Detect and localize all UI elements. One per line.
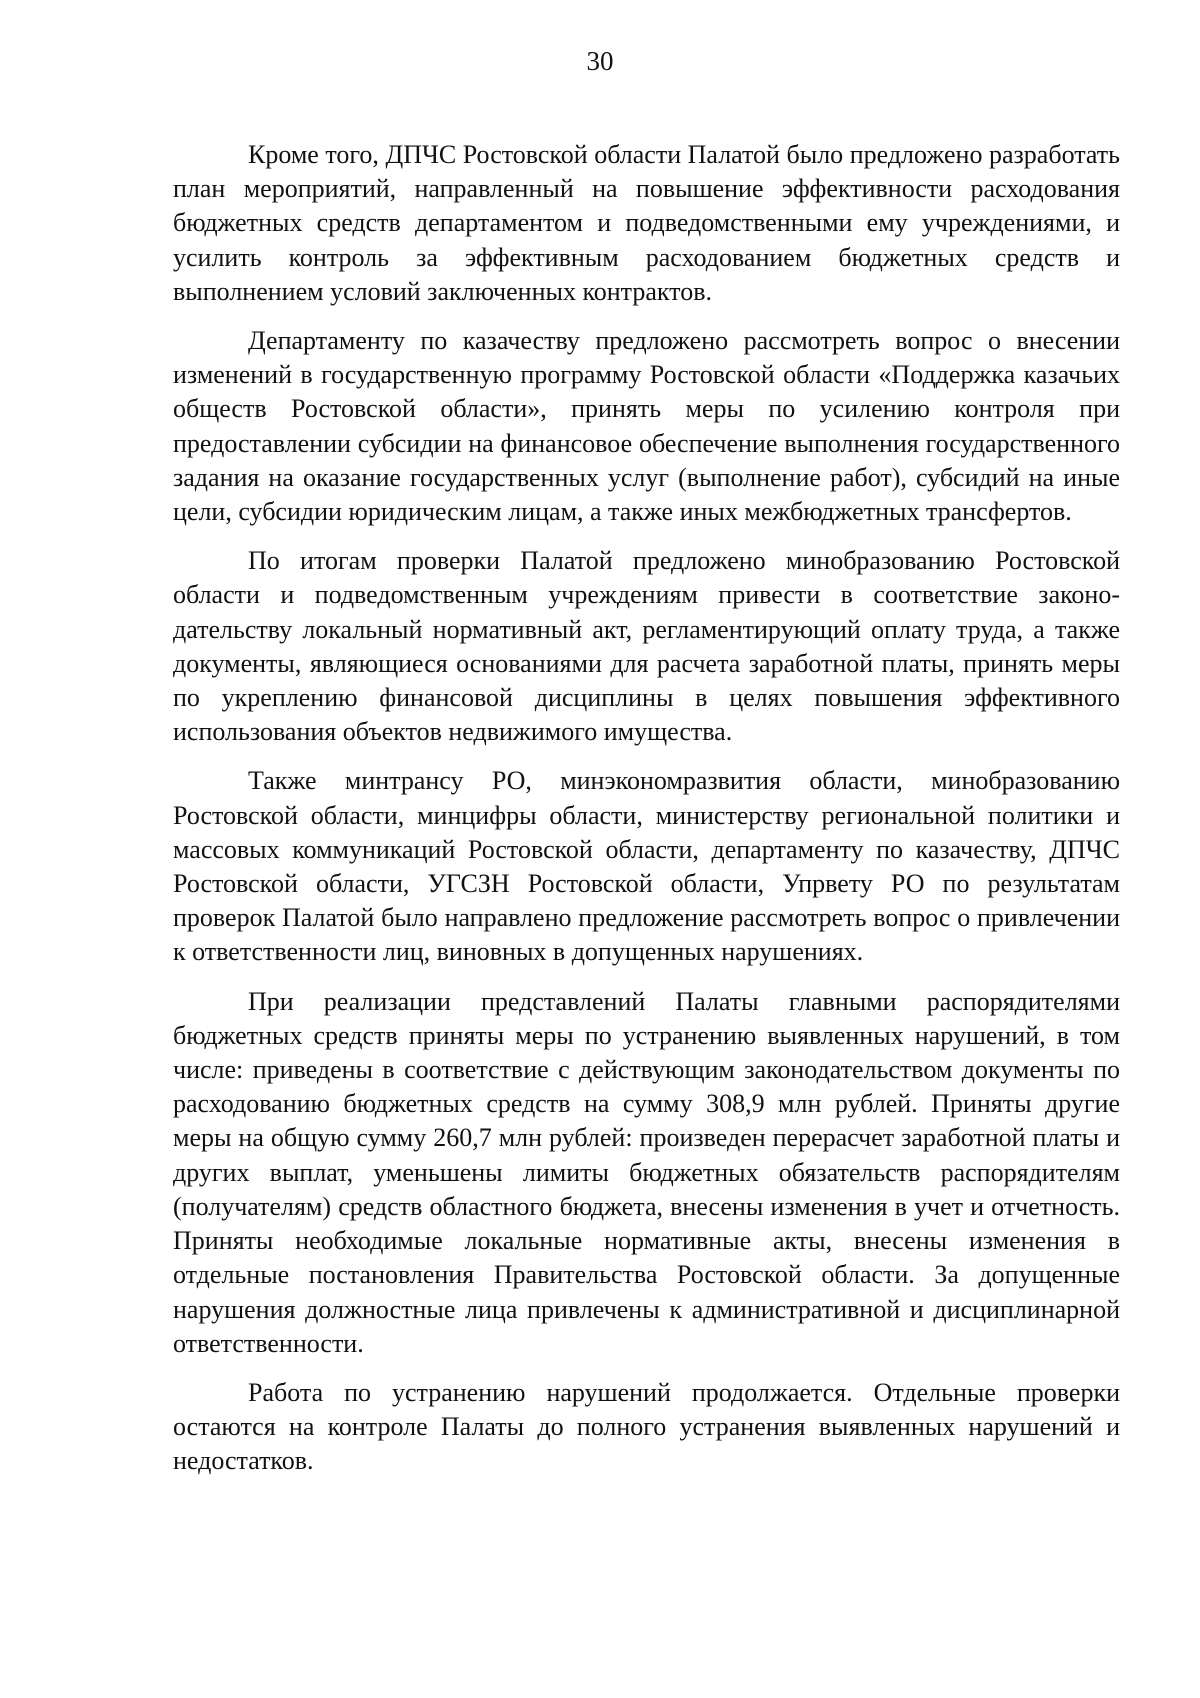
- paragraph: По итогам проверки Палатой предложено минобразованию Ростовской области и подведомственным учреждениям привести в соответствие законодательству локальный нормативный акт, регламентирующий оплату труда, а также документы, являющиеся основаниями для расчета заработной платы, принять меры по укреплению финансовой дисциплины в целях повышения эффективного использования объектов недвижимого имущества.: [173, 546, 1120, 747]
- paragraph: Работа по устранению нарушений продолжается. Отдельные проверки остаются на контроле Палаты до полного устранения выявленных нарушений и недостатков.: [173, 1377, 1120, 1476]
- paragraph: При реализации представлений Палаты главными распорядителями бюджетных средств приняты меры по устранению выявленных нарушений, в том числе: приведены в соответствие с действующим законодательством документы по расходованию бюджетных средств на сумму 308,9 млн рублей. Приняты другие меры на общую сумму 260,7 млн рублей: произведен перерасчет заработной платы и других выплат, уменьшены лимиты бюджетных обязательств распорядителям (получателям) средств областного бюджета, внесены изменения в учет и отчетность. Приняты необходимые локальные нормативные акты, внесены изменения в отдельные постановления Правительства Ростовской области. За допущенные нарушения должностные лица привлечены к административной и дисциплинарной ответственности.: [173, 986, 1120, 1358]
- paragraph: Кроме того, ДПЧС Ростовской области Палатой было предложено разработать план мероприятий, направленный на повышение эффективности расходования бюджетных средств департаментом и подведомственными ему учреждениями, и усилить контроль за эффективным расходованием бюджетных средств и выполнением условий заключенных контрактов.: [173, 140, 1120, 306]
- document-body: [173, 138, 1120, 1494]
- paragraph: Департаменту по казачеству предложено рассмотреть вопрос о внесении изменений в государственную программу Ростовской области «Поддержка казачьих обществ Ростовской области», принять меры по усилению контроля при предоставлении субсидии на финансовое обеспечение выполнения государственного задания на оказание государственных услуг (выполнение работ), субсидий на иные цели, субсидии юридическим лицам, а также иных межбюджетных трансфертов.: [173, 326, 1120, 527]
- paragraph: Также минтрансу РО, минэкономразвития области, минобразованию Ростовской области, минцифры области, министерству региональной политики и массовых коммуникаций Ростовской области, департаменту по казачеству, ДПЧС Ростовской области, УГСЗН Ростовской области, Упрвету РО по результатам проверок Палатой было направлено предложение рассмотреть вопрос о привлечении к ответственности лиц, виновных в допущенных нарушениях.: [173, 766, 1120, 967]
- page-number: 30: [586, 46, 614, 76]
